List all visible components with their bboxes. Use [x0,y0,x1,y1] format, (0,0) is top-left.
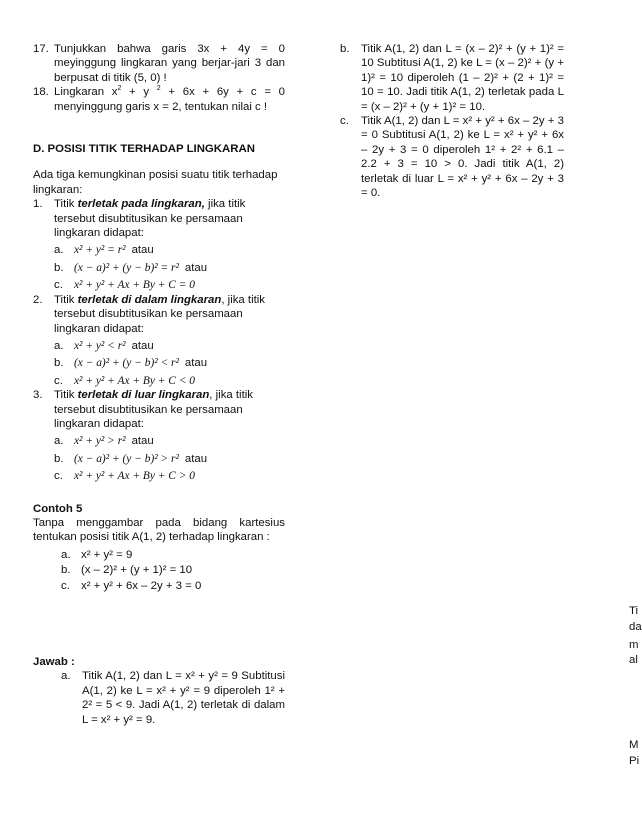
example-title: Contoh 5 [33,502,83,515]
right-column [340,42,564,200]
answer-a: a. Titik A(1, 2) dan L = x² + y² = 9 Subtitusi A(1, 2) ke L = x² + y² = 9 diperoleh 1² + 2² = 5 < 9. Jadi A(1, 2) terletak di dalam L = x² + y² = 9. [61,670,285,726]
equation: x² + y² = r² [74,244,126,257]
equation: x² + y² + Ax + By + C = 0 [74,279,195,292]
answer-text: Titik A(1, 2) dan L = x² + y² + 6x – 2y + 3 = 0 Subtitusi A(1, 2) ke L = x² + y² + 6x – 2y + 3 = 0 diperoleh 1² + 2² + 6.1 – 2.2 + 3 = 10 > 0. Jadi titik A(1, 2) terletak di luar L = x² + y² + 6x – 2y + 3 = 0. [361,115,564,200]
margin-fragment: al [629,654,638,666]
equation: x² + y² > r² [74,435,126,448]
answer-text: Titik A(1, 2) dan L = (x – 2)² + (y + 1)² = 10 Subtitusi A(1, 2) ke L = (x – 2)² + (y + 1)² = 10 diperoleh (1 – 2)² + (2 + 1)² = 10 = 10. Jadi titik A(1, 2) terletak pada L = (x – 2)² + (y + 1)² = 10. [361,43,564,113]
case-text: Titik terletak pada lingkaran, jika titik tersebut disubtitusikan ke persamaan lingkaran didapat: [54,198,246,240]
question-text: Tunjukkan bahwa garis 3x + 4y = 0 meyinggung lingkaran yang berjar-jari 3 dan berpusat di titik (5, 0) ! [54,43,285,84]
intro-text: Ada tiga kemungkinan posisi suatu titik terhadap lingkaran: [33,169,278,196]
case-inside-circle: 2. Titik terletak di dalam lingkaran, jika titik tersebut disubtitusikan ke persamaan lingkaran didapat: a. x² + y² < r² atau b. (x − a)² + (y − b)² < r² atau c. x² + y² + Ax + By + C < 0 [33,293,285,388]
question-number: 17. [33,43,49,55]
case-on-circle: 1. Titik terletak pada lingkaran, jika titik tersebut disubtitusikan ke persamaan lingkaran didapat: a. x² + y² = r² atau b. (x − a)² + (y − b)² = r² atau c. x² + y² + Ax + By + C = 0 [33,197,285,292]
margin-fragment: Pi [629,755,640,767]
equation: x² + y² + Ax + By + C > 0 [74,470,195,483]
example-item: (x – 2)² + (y + 1)² = 10 [81,564,193,577]
answer-c: c. Titik A(1, 2) dan L = x² + y² + 6x – 2y + 3 = 0 Subtitusi A(1, 2) ke L = x² + y² + 6x – 2y + 3 = 0 diperoleh 1² + 2² + 6.1 – 2.2 + 3 = 10 > 0. Jadi titik A(1, 2) terletak di luar L = x² + y² + 6x – 2y + 3 = 0. [340,115,564,200]
equation: x² + y² < r² [74,339,126,352]
case-text: Titik terletak di luar lingkaran, jika titik tersebut disubtitusikan ke persamaan lingkaran didapat: [54,389,253,430]
section-heading: D. POSISI TITIK TERHADAP LINGKARAN [33,143,255,156]
equation: (x − a)² + (y − b)² > r² [74,452,179,465]
case-outside-circle: 3. Titik terletak di luar lingkaran, jika titik tersebut disubtitusikan ke persamaan lingkaran didapat: a. x² + y² > r² atau b. (x − a)² + (y − b)² > r² atau c. x² + y² + Ax + By + C > 0 [33,388,285,483]
answer-text: Titik A(1, 2) dan L = x² + y² = 9 Subtitusi A(1, 2) ke L = x² + y² = 9 diperoleh 1² + 2² = 5 < 9. Jadi A(1, 2) terletak di dalam L = x² + y² = 9. [82,670,285,726]
example-text: Tanpa menggambar pada bidang kartesius tentukan posisi titik A(1, 2) terhadap lingkaran : [33,516,285,544]
answer-title: Jawab : [33,656,75,668]
example-item: x² + y² = 9 [81,548,133,561]
equation: x² + y² + Ax + By + C < 0 [74,374,195,387]
case-text: Titik terletak di dalam lingkaran, jika titik tersebut disubtitusikan ke persamaan lingkaran didapat: [54,293,265,335]
example-item: x² + y² + 6x – 2y + 3 = 0 [81,579,202,592]
margin-fragment: m [629,639,639,651]
margin-fragment: Ti [629,605,639,617]
margin-fragment: M [629,739,639,751]
equation: (x − a)² + (y − b)² = r² [74,261,179,274]
question-number: 18. [33,86,49,99]
margin-fragment: da [629,621,642,633]
question-18 [33,85,285,114]
answer-b: b. Titik A(1, 2) dan L = (x – 2)² + (y + 1)² = 10 Subtitusi A(1, 2) ke L = (x – 2)² + (y + 1)² = 10 diperoleh (1 – 2)² + (2 + 1)² = 10 = 10. Jadi titik A(1, 2) terletak pada L = (x – 2)² + (y + 1)² = 10. [340,43,564,113]
question-17 [33,42,285,85]
left-column: 17. Tunjukkan bahwa garis 3x + 4y = 0 meyinggung lingkaran yang berjar-jari 3 dan berpusat di titik (5, 0) ! 18. Lingkaran $x^2 + y$ $^2$ + 6x + 6y + c = 0 menyinggung garis x = 2, tentukan nilai c ! D. POSISI TITIK TERHADAP LINGKARAN Ada tiga kemungkinan posisi suatu titik terhadap lingkaran: 1. Titik terletak pada lingkaran, jika titik tersebut disubtitusikan ke persamaan lingkaran didapat: a. x² + y² = r² atau b. (x − a)² + (y − b)² = r² atau c. x² + y² + Ax + By + C = 0 2. Titik terletak di dalam lingkaran, jika titik tersebut disubtitusikan ke persamaan lingkaran didapat: a. x² + y² < r² atau b. (x − a)² + (y − b)² < r² atau c. x² + y² + Ax + By + C < 0 3. Titik terletak di luar lingkaran, jika titik tersebut disubtitusikan ke persamaan lingkaran didapat: a. x² + y² > r² atau b. (x − a)² + (y − b)² > r² atau c. x² + y² + Ax + By + C > 0 Contoh 5 Tanpa menggambar pada bidang kartesius tentukan posisi titik A(1, 2) terhadap lingkaran : a. x² + y² = 9 b. (x – 2)² + (y + 1)² = 10 c. x² + y² + 6x – 2y + 3 = 0 Jawab : a. Titik A(1, 2) dan L = x² + y² = 9 Subtitusi A(1, 2) ke L = x² + y² = 9 diperoleh 1² + 2² = 5 < 9. Jadi A(1, 2) terletak di dalam L = x² + y² = 9. [33,43,286,726]
equation: (x − a)² + (y − b)² < r² [74,357,179,370]
question-text: Lingkaran $x^2 + y$ $^2$ + 6x + 6y + c = 0 menyinggung garis x = 2, tentukan nilai c ! [54,85,286,113]
